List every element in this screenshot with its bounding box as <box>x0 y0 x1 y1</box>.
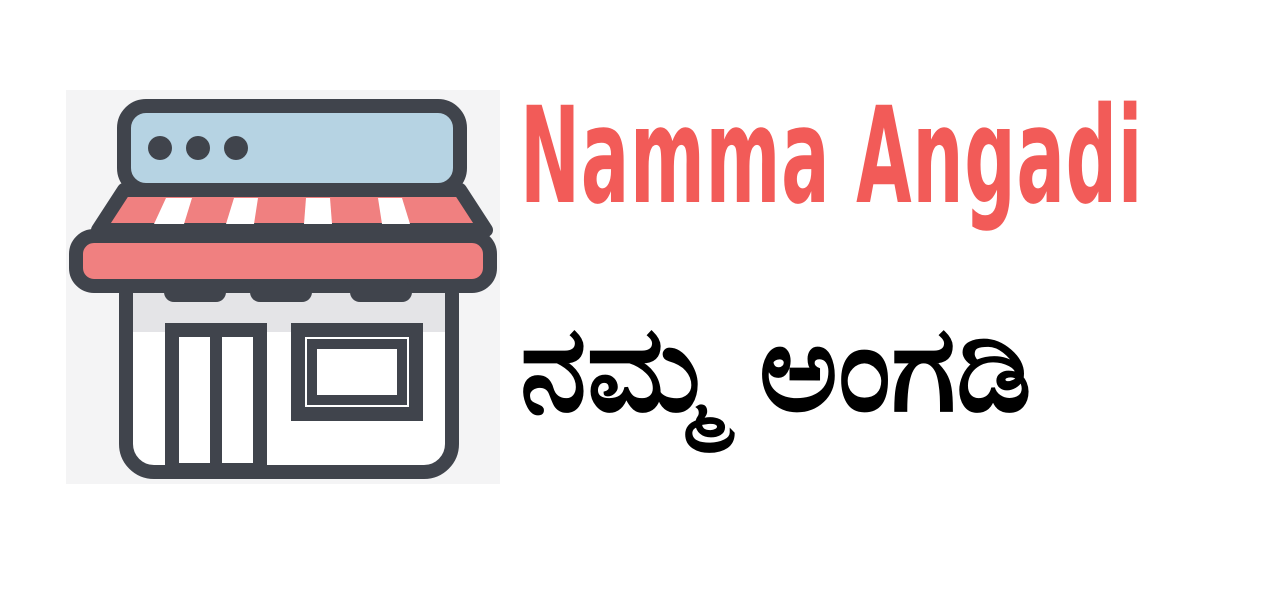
storefront-icon <box>66 90 500 484</box>
brand-name-kannada: ನಮ್ಮ ಅಂಗಡಿ <box>520 300 1032 439</box>
logo-tile <box>66 90 500 484</box>
brand-name-english: Namma Angadi <box>520 78 1144 234</box>
